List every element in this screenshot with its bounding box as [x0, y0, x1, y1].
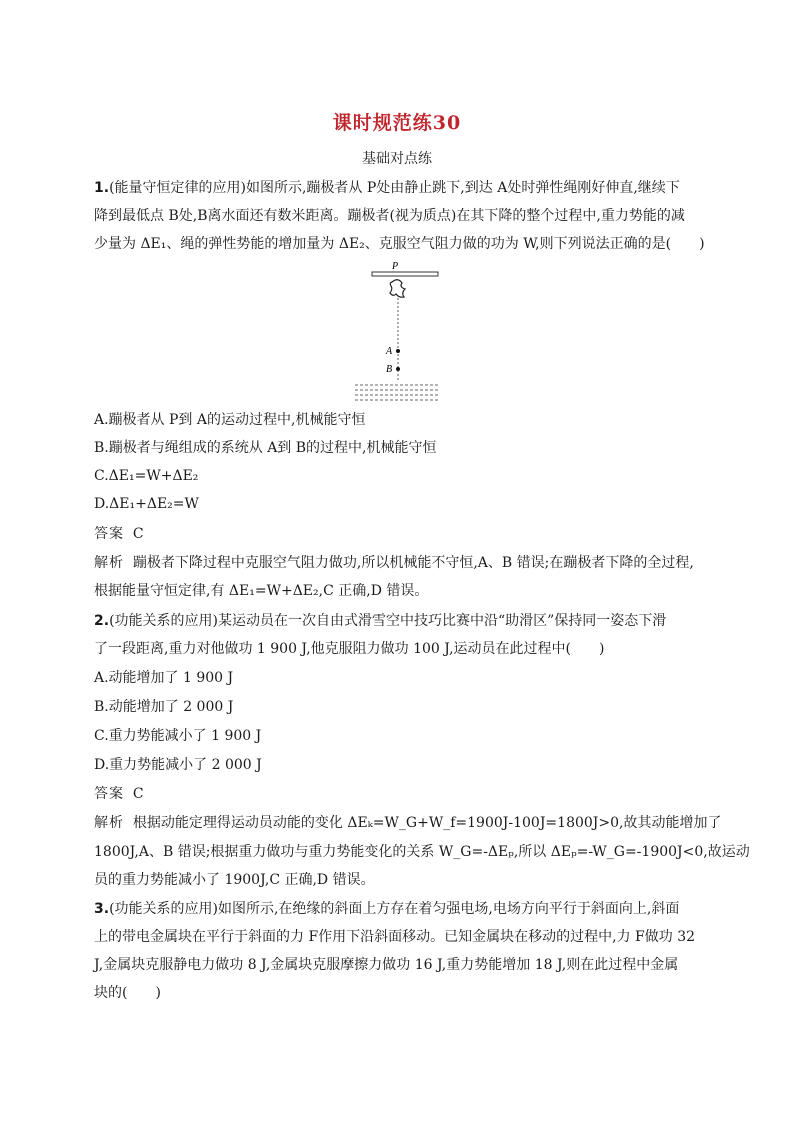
q1-stem-line3: 少量为 ΔE₁、绳的弹性势能的增加量为 ΔE₂、克服空气阻力做的功为 W,则下列说法正确的是( ) — [94, 236, 705, 252]
q1-stem-line2: 降到最低点 B处,B离水面还有数米距离。蹦极者(视为质点)在其下降的整个过程中,重力势能的减 — [94, 208, 685, 224]
q3-stem-line3: J,金属块克服静电力做功 8 J,金属块克服摩擦力做功 16 J,重力势能增加 18 J,则在此过程中金属 — [94, 957, 679, 973]
q1-stem-line1: 1.(能量守恒定律的应用)如图所示,蹦极者从 P处由静止跳下,到达 A处时弹性绳刚好伸直,继续下 — [94, 180, 680, 196]
q2-option-d: D.重力势能减小了 2 000 J — [94, 757, 262, 773]
point-b — [396, 367, 400, 371]
section-heading: 基础对点练 — [362, 151, 432, 167]
q3-stem-line4: 块的( ) — [94, 985, 161, 1001]
point-a — [396, 349, 400, 353]
q3-number: 3. — [94, 901, 110, 917]
q1-analysis-line2: 根据能量守恒定律,有 ΔE₁=W+ΔE₂,C 正确,D 错误。 — [94, 583, 429, 599]
q1-answer: 答案 C — [94, 526, 144, 542]
figure-label-a: A — [386, 346, 393, 357]
q1-option-b: B.蹦极者与绳组成的系统从 A到 B的过程中,机械能守恒 — [94, 440, 437, 456]
q2-stem-line2: 了一段距离,重力对他做功 1 900 J,他克服阻力做功 100 J,运动员在此过程中( ) — [94, 641, 605, 657]
q2-option-a: A.动能增加了 1 900 J — [94, 670, 234, 686]
platform — [372, 272, 438, 276]
page-title: 课时规范练30 — [332, 112, 462, 134]
figure-label-p: P — [392, 261, 399, 272]
q1-analysis-line1: 解析 蹦极者下降过程中克服空气阻力做功,所以机械能不守恒,A、B 错误;在蹦极者下降的全过程, — [94, 555, 694, 571]
q2-option-c: C.重力势能减小了 1 900 J — [94, 728, 262, 744]
q3-stem-line2: 上的带电金属块在平行于斜面的力 F作用下沿斜面移动。已知金属块在移动的过程中,力 F做功 32 — [94, 929, 696, 945]
q3-stem-line1: 3.(功能关系的应用)如图所示,在绝缘的斜面上方存在着匀强电场,电场方向平行于斜面向上,斜面 — [94, 901, 680, 917]
jumper-icon — [390, 280, 405, 297]
q1-option-a: A.蹦极者从 P到 A的运动过程中,机械能守恒 — [94, 412, 366, 428]
q1-option-c: C.ΔE₁=W+ΔE₂ — [94, 468, 199, 484]
q2-option-b: B.动能增加了 2 000 J — [94, 699, 234, 715]
q2-analysis-line2: 1800J,A、B 错误;根据重力做功与重力势能变化的关系 W_G=-ΔEₚ,所以 ΔEₚ=-W_G=-1900J<0,故运动 — [94, 844, 750, 860]
q2-answer: 答案 C — [94, 786, 144, 802]
water-surface — [355, 385, 439, 400]
q1-number: 1. — [94, 180, 110, 196]
q2-stem-line1: 2.(功能关系的应用)某运动员在一次自由式滑雪空中技巧比赛中沿“助滑区”保持同一姿态下滑 — [94, 613, 667, 629]
figure-label-b: B — [386, 364, 393, 375]
q1-option-d: D.ΔE₁+ΔE₂=W — [94, 496, 199, 512]
q2-number: 2. — [94, 613, 110, 629]
q2-analysis-line3: 员的重力势能减小了 1900J,C 正确,D 错误。 — [94, 872, 375, 888]
q2-analysis-line1: 解析 根据动能定理得运动员动能的变化 ΔEₖ=W_G+W_f=1900J-100J=1800J>0,故其动能增加了 — [94, 815, 722, 831]
bungee-figure — [345, 258, 465, 406]
